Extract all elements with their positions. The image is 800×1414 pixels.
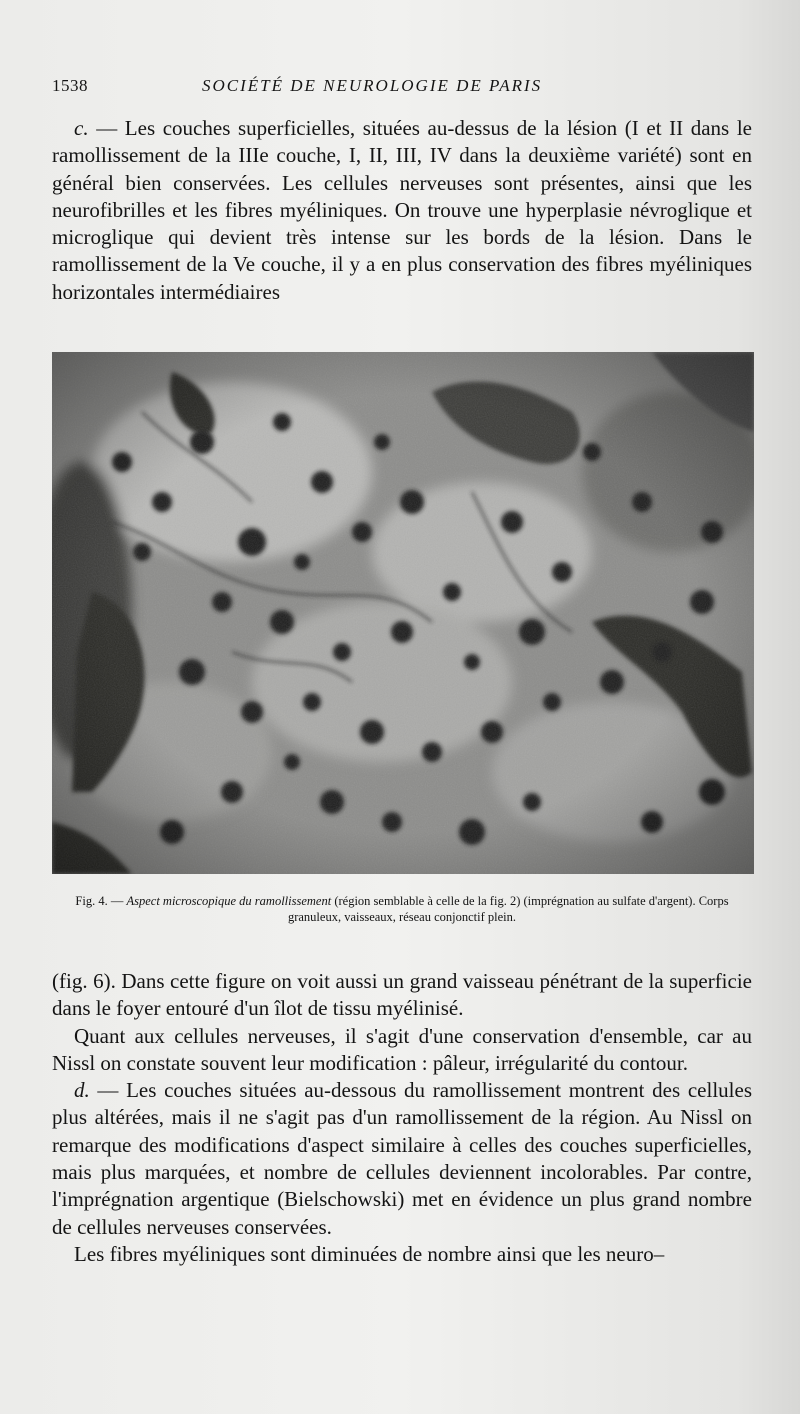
paragraph-d-text: — Les couches situées au-dessous du ramollissement montrent des cellules plus altérées, mais il ne s'agit pas d'un ramollissement de la région. Au Nissl on remarque des modifications d'aspect similaire à celles des couches superficielles, mais plus marquées, et nombre de cellules deviennent incolorables. Par contre, l'imprégnation argentique (Bielschowski) met en évidence un plus grand nombre de cellules nerveuses conservées. bbox=[52, 1078, 752, 1239]
top-text-block bbox=[52, 115, 752, 306]
paragraph-c bbox=[52, 115, 752, 306]
figure-title: Aspect microscopique du ramollissement bbox=[126, 894, 332, 908]
paragraph-fig6: (fig. 6). Dans cette figure on voit aussi un grand vaisseau pénétrant de la superficie dans le foyer entouré d'un îlot de tissu myélinisé. bbox=[52, 969, 752, 1021]
micrograph-image bbox=[52, 352, 754, 874]
paragraph-nerve-cells: Quant aux cellules nerveuses, il s'agit d'une conservation d'ensemble, car au Nissl on constate souvent leur modification : pâleur, irrégularité du contour. bbox=[52, 1023, 752, 1075]
figure-caption bbox=[52, 893, 752, 925]
figure-caption-text: (région semblable à celle de la fig. 2) (imprégnation au sulfate d'argent). Corps granuleux, vaisseaux, réseau conjonctif plein. bbox=[287, 894, 729, 924]
bottom-text-block bbox=[52, 968, 752, 1268]
paragraph-c-text: — Les couches superficielles, situées au-dessus de la lésion (I et II dans le ramollissement de la IIIe couche, I, II, III, IV dans la deuxième variété) sont en général bien conservées. Les cellules nerveuses sont présentes, ainsi que les neurofibrilles et les fibres myéliniques. On trouve une hyperplasie névroglique et microglique qui devient très intense sur les bords de la lésion. Dans le ramollissement de la Ve couche, il y a en plus conservation des fibres myéliniques horizontales intermédiaires bbox=[52, 116, 752, 304]
figure-dash: — bbox=[107, 894, 127, 908]
paragraph-fibers: Les fibres myéliniques sont diminuées de nombre ainsi que les neuro– bbox=[74, 1241, 665, 1266]
page-header bbox=[52, 76, 752, 100]
paragraph-d-label: d. bbox=[74, 1078, 90, 1103]
paragraph-d bbox=[52, 1077, 752, 1241]
micrograph-figure bbox=[52, 352, 754, 874]
paragraph-c-label: c. bbox=[74, 116, 89, 140]
running-title: SOCIÉTÉ DE NEUROLOGIE DE PARIS bbox=[202, 76, 543, 95]
page-number: 1538 bbox=[52, 76, 88, 95]
figure-label: Fig. 4. bbox=[75, 894, 108, 908]
